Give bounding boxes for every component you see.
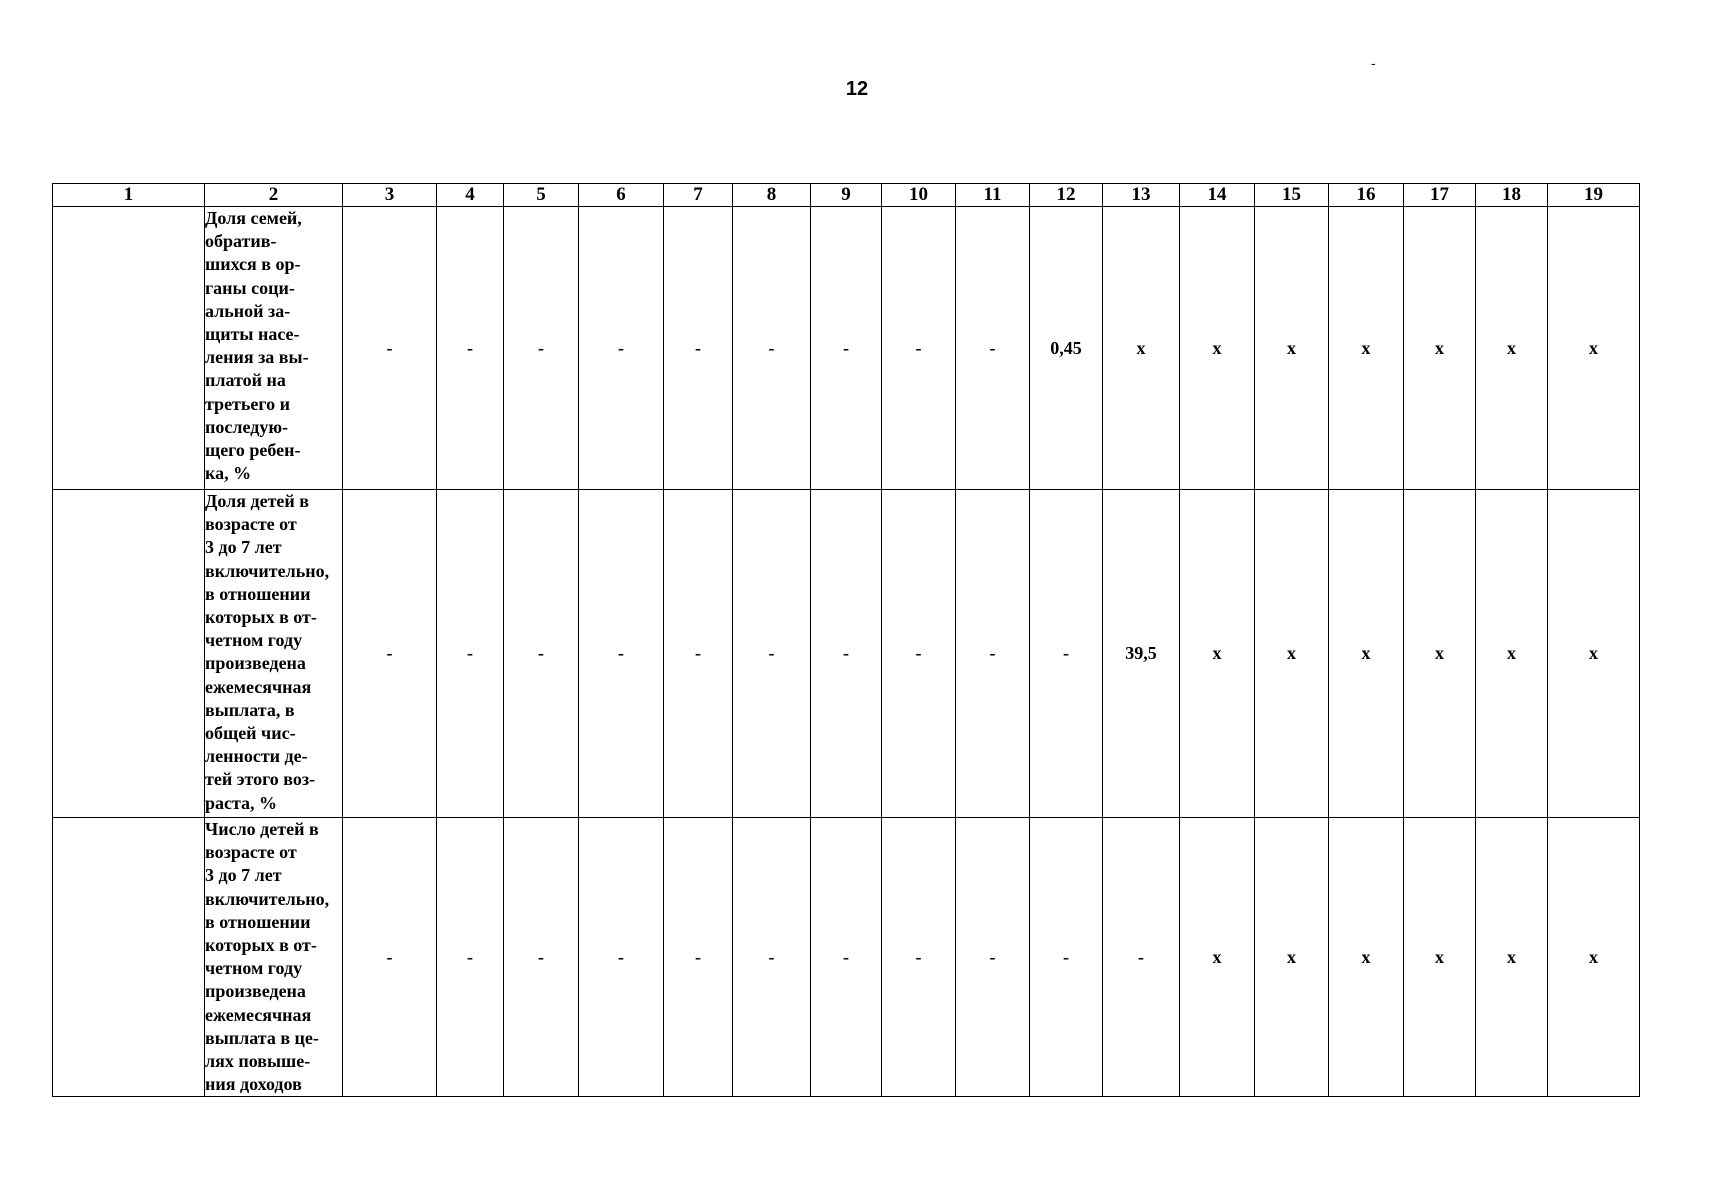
- value-cell: x: [1476, 490, 1548, 818]
- indicator-description: Доля детей в возрасте от 3 до 7 лет включительно, в отношении которых в от- четном году произведена ежемесячная выплата, в общей чис- ленности де- тей этого воз- раста, %: [205, 490, 343, 818]
- column-header-11: 11: [956, 184, 1030, 207]
- value-cell: -: [437, 207, 504, 490]
- value-cell: x: [1180, 490, 1255, 818]
- value-cell: -: [811, 207, 882, 490]
- value-cell: x: [1255, 818, 1329, 1097]
- column-header-10: 10: [882, 184, 956, 207]
- column-header-12: 12: [1030, 184, 1103, 207]
- value-cell: x: [1103, 207, 1180, 490]
- value-cell: 0,45: [1030, 207, 1103, 490]
- value-cell: -: [882, 490, 956, 818]
- value-cell: -: [664, 818, 733, 1097]
- value-cell: -: [956, 207, 1030, 490]
- value-cell: -: [437, 490, 504, 818]
- value-cell: -: [579, 490, 664, 818]
- row-number-cell: [53, 818, 205, 1097]
- value-cell: x: [1404, 207, 1476, 490]
- indicator-description: Число детей в возрасте от 3 до 7 лет включительно, в отношении которых в от- четном году произведена ежемесячная выплата в це- лях повыше- ния доходов: [205, 818, 343, 1097]
- value-cell: -: [343, 490, 437, 818]
- column-header-18: 18: [1476, 184, 1548, 207]
- column-header-8: 8: [733, 184, 811, 207]
- column-header-5: 5: [504, 184, 579, 207]
- value-cell: x: [1476, 818, 1548, 1097]
- table-row: [53, 490, 1640, 818]
- value-cell: x: [1329, 207, 1404, 490]
- page-number: 12: [845, 78, 869, 100]
- value-cell: -: [579, 207, 664, 490]
- value-cell: -: [504, 490, 579, 818]
- value-cell: x: [1404, 490, 1476, 818]
- value-cell: -: [811, 490, 882, 818]
- value-cell: x: [1329, 490, 1404, 818]
- value-cell: -: [1103, 818, 1180, 1097]
- value-cell: -: [811, 818, 882, 1097]
- value-cell: -: [956, 490, 1030, 818]
- table-row: [53, 818, 1640, 1097]
- corner-mark: -: [1371, 55, 1376, 71]
- column-header-14: 14: [1180, 184, 1255, 207]
- value-cell: x: [1255, 207, 1329, 490]
- column-header-4: 4: [437, 184, 504, 207]
- value-cell: -: [1030, 818, 1103, 1097]
- value-cell: x: [1180, 818, 1255, 1097]
- value-cell: -: [343, 207, 437, 490]
- column-header-1: 1: [53, 184, 205, 207]
- column-header-16: 16: [1329, 184, 1404, 207]
- row-number-cell: [53, 490, 205, 818]
- value-cell: x: [1548, 490, 1640, 818]
- value-cell: x: [1329, 818, 1404, 1097]
- column-header-17: 17: [1404, 184, 1476, 207]
- value-cell: -: [579, 818, 664, 1097]
- value-cell: -: [733, 490, 811, 818]
- value-cell: -: [664, 490, 733, 818]
- value-cell: -: [882, 818, 956, 1097]
- value-cell: x: [1404, 818, 1476, 1097]
- value-cell: x: [1548, 818, 1640, 1097]
- column-header-15: 15: [1255, 184, 1329, 207]
- value-cell: x: [1255, 490, 1329, 818]
- value-cell: -: [504, 207, 579, 490]
- value-cell: -: [956, 818, 1030, 1097]
- value-cell: -: [733, 818, 811, 1097]
- value-cell: -: [504, 818, 579, 1097]
- indicator-description: Доля семей, обратив- шихся в ор- ганы соци- альной за- щиты насе- ления за вы- платой на третьего и последую- щего ребен- ка, %: [205, 207, 343, 490]
- value-cell: x: [1476, 207, 1548, 490]
- column-header-19: 19: [1548, 184, 1640, 207]
- column-header-6: 6: [579, 184, 664, 207]
- column-header-9: 9: [811, 184, 882, 207]
- value-cell: -: [664, 207, 733, 490]
- row-number-cell: [53, 207, 205, 490]
- column-header-2: 2: [205, 184, 343, 207]
- value-cell: -: [343, 818, 437, 1097]
- value-cell: 39,5: [1103, 490, 1180, 818]
- value-cell: x: [1548, 207, 1640, 490]
- table-row: [53, 207, 1640, 490]
- column-header-7: 7: [664, 184, 733, 207]
- column-header-13: 13: [1103, 184, 1180, 207]
- header-row: [53, 184, 1640, 207]
- value-cell: -: [437, 818, 504, 1097]
- value-cell: -: [882, 207, 956, 490]
- value-cell: -: [733, 207, 811, 490]
- column-header-3: 3: [343, 184, 437, 207]
- value-cell: -: [1030, 490, 1103, 818]
- table-body: [53, 207, 1640, 1097]
- data-table: [52, 183, 1640, 1097]
- value-cell: x: [1180, 207, 1255, 490]
